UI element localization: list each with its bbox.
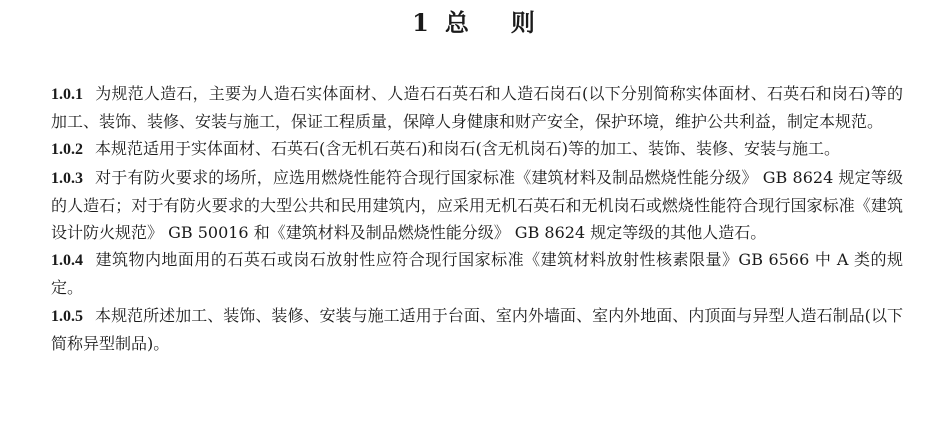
clause-1-0-5: [51, 302, 903, 357]
clause-number: 1.0.1: [51, 86, 83, 103]
clause-1-0-4: [51, 246, 903, 301]
clause-list: [51, 80, 903, 357]
clause-1-0-1: [51, 80, 903, 135]
chapter-title-char-2: 则: [510, 8, 535, 37]
chapter-title-char-1: 总: [444, 8, 469, 37]
chapter-number: 1: [412, 8, 429, 37]
clause-1-0-2: [51, 135, 903, 163]
clause-text: 对于有防火要求的场所，应选用燃烧性能符合现行国家标准《建筑材料及制品燃烧性能分级》 GB 8624 规定等级的人造石；对于有防火要求的大型公共和民用建筑内，应采用无机石英石和无机岗石或燃烧性能符合现行国家标准《建筑设计防火规范》 GB 50016 和《建筑材料及制品燃烧性能分级》 GB 8624 规定等级的其他人造石。: [51, 167, 903, 243]
clause-number: 1.0.3: [51, 169, 83, 187]
clause-text: 本规范适用于实体面材、石英石(含无机石英石)和岗石(含无机岗石)等的加工、装饰、装修、安装与施工。: [95, 139, 840, 159]
clause-text: 为规范人造石，主要为人造石实体面材、人造石石英石和人造石岗石(以下分别简称实体面材、石英石和岗石)等的加工、装饰、装修、安装与施工，保证工程质量，保障人身健康和财产安全，保护环境，维护公共利益，制定本规范。: [51, 84, 903, 132]
clause-number: 1.0.2: [51, 141, 83, 159]
clause-number: 1.0.4: [51, 252, 83, 270]
clause-1-0-3: [51, 164, 903, 247]
chapter-heading: [0, 6, 947, 40]
clause-text: 建筑物内地面用的石英石或岗石放射性应符合现行国家标准《建筑材料放射性核素限量》GB 6566 中 A 类的规定。: [51, 250, 903, 298]
clause-text: 本规范所述加工、装饰、装修、安装与施工适用于台面、室内外墙面、室内外地面、内顶面与异型人造石制品(以下简称异型制品)。: [51, 305, 903, 353]
clause-number: 1.0.5: [51, 307, 83, 325]
